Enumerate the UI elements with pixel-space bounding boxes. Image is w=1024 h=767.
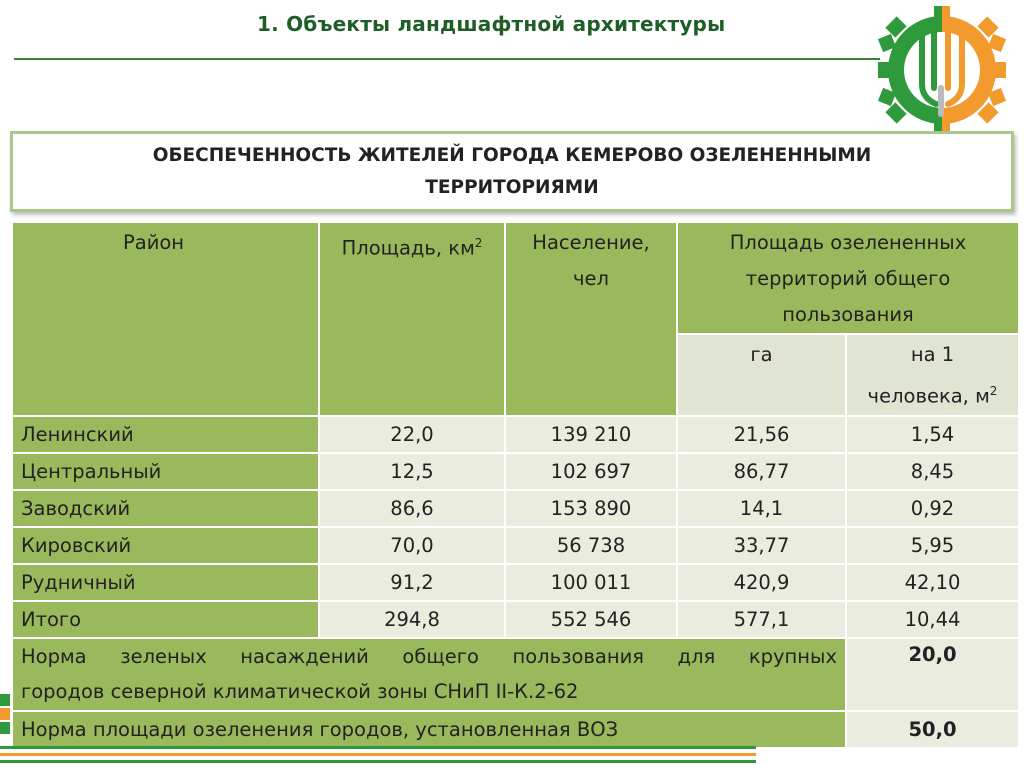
- norm-who-value: 50,0: [846, 711, 1019, 748]
- bottom-accent-stripes: [0, 742, 760, 767]
- header-per-person: на 1 человека, $м^2$: [846, 334, 1019, 416]
- population-cell: 153 890: [505, 490, 677, 527]
- area-cell: 294,8: [319, 601, 505, 638]
- ha-cell: 33,77: [677, 527, 846, 564]
- table-heading-line1: ОБЕСПЕЧЕННОСТЬ ЖИТЕЛЕЙ ГОРОДА КЕМЕРОВО ОЗЕЛЕНЕННЫМИ: [152, 144, 872, 166]
- ha-cell: 21,56: [677, 416, 846, 453]
- header-district: Район: [12, 222, 319, 416]
- district-cell: Рудничный: [12, 564, 319, 601]
- green-areas-table: [11, 221, 1020, 749]
- area-cell: 91,2: [319, 564, 505, 601]
- population-cell: 552 546: [505, 601, 677, 638]
- table-row: [12, 490, 1019, 527]
- ha-cell: 86,77: [677, 453, 846, 490]
- district-cell: Ленинский: [12, 416, 319, 453]
- table-heading: [72, 140, 952, 204]
- gear-logo-icon: [878, 6, 1006, 134]
- table-heading-line2: ТЕРРИТОРИЯМИ: [425, 176, 599, 198]
- per-person-cell: 0,92: [846, 490, 1019, 527]
- per-person-cell: 5,95: [846, 527, 1019, 564]
- ha-cell: 577,1: [677, 601, 846, 638]
- header-area: Площадь, $км^2$: [319, 222, 505, 416]
- population-cell: 139 210: [505, 416, 677, 453]
- norm-who-text: Норма площади озеленения городов, установленная ВОЗ: [12, 711, 846, 748]
- table-heading-box: [10, 131, 1014, 212]
- district-cell: Заводский: [12, 490, 319, 527]
- header-ha: га: [677, 334, 846, 416]
- header-green-area: Площадь озелененных территорий общего пользования: [677, 222, 1019, 334]
- title-divider: [14, 58, 880, 60]
- population-cell: 102 697: [505, 453, 677, 490]
- per-person-cell: 8,45: [846, 453, 1019, 490]
- area-cell: 22,0: [319, 416, 505, 453]
- norm-snip-text: Норма зеленых насаждений общего пользования для крупных городов северной климатической зоны СНиП II-К.2-62: [12, 638, 846, 711]
- district-cell: Центральный: [12, 453, 319, 490]
- table-row: [12, 564, 1019, 601]
- per-person-cell: 1,54: [846, 416, 1019, 453]
- norm-row-snip: [12, 638, 1019, 711]
- district-cell: Итого: [12, 601, 319, 638]
- norm-snip-value: 20,0: [846, 638, 1019, 711]
- per-person-cell: 42,10: [846, 564, 1019, 601]
- header-population: Население, чел: [505, 222, 677, 416]
- area-cell: 70,0: [319, 527, 505, 564]
- area-cell: 86,6: [319, 490, 505, 527]
- population-cell: 56 738: [505, 527, 677, 564]
- ha-cell: 14,1: [677, 490, 846, 527]
- table-row: [12, 527, 1019, 564]
- table-row: [12, 416, 1019, 453]
- district-cell: Кировский: [12, 527, 319, 564]
- total-row: [12, 601, 1019, 638]
- area-cell: 12,5: [319, 453, 505, 490]
- slide-header: [0, 0, 1024, 60]
- table-row: [12, 453, 1019, 490]
- left-accent-bar: [0, 694, 10, 734]
- slide-title: 1. Объекты ландшафтной архитектуры: [257, 12, 726, 36]
- per-person-cell: 10,44: [846, 601, 1019, 638]
- ha-cell: 420,9: [677, 564, 846, 601]
- population-cell: 100 011: [505, 564, 677, 601]
